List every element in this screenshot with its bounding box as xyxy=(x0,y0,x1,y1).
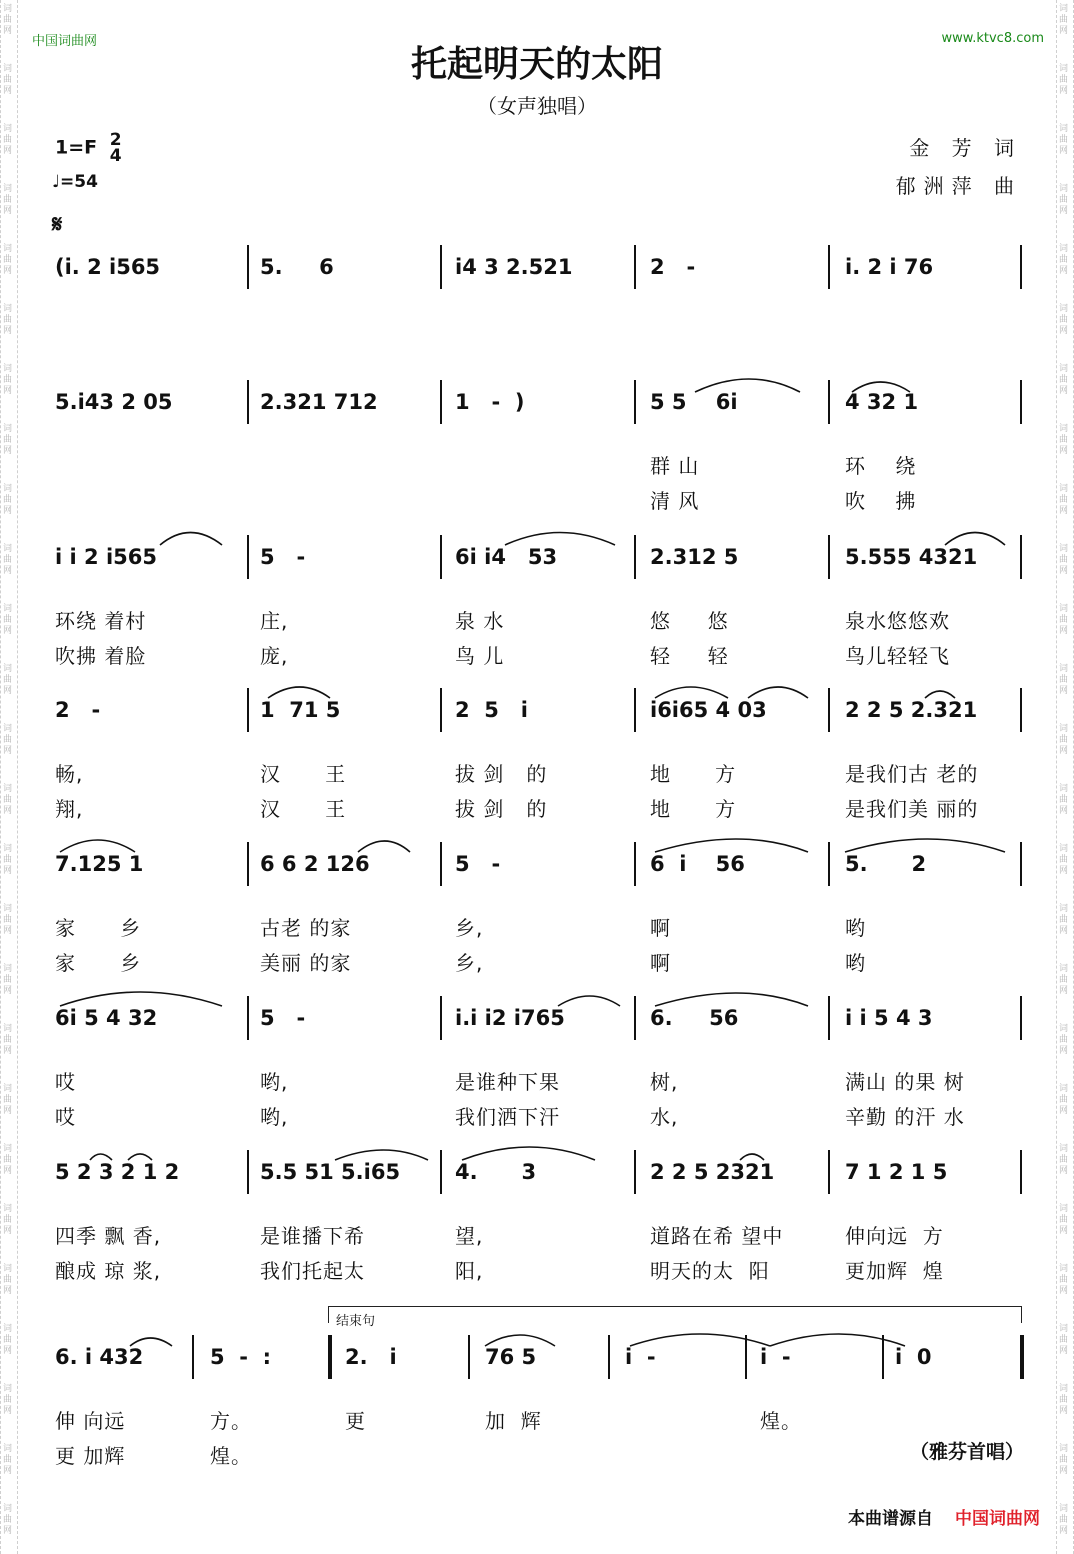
watermark-text: 词曲网 xyxy=(1059,484,1069,516)
watermark-text: 词曲网 xyxy=(3,1324,13,1356)
lyric-verse-2: 吹 拂 xyxy=(845,489,917,513)
lyric-verse-2: 酿成 琼 浆, xyxy=(55,1259,162,1283)
lyric-verse-1: 加 辉 xyxy=(485,1409,542,1433)
slur xyxy=(505,533,615,546)
measure-notes: 2 - xyxy=(55,698,101,722)
song-title: 托起明天的太阳 xyxy=(410,43,663,85)
watermark-text: 词曲网 xyxy=(3,664,13,696)
lyric-verse-2: 我们托起太 xyxy=(260,1259,365,1283)
slur xyxy=(60,840,135,852)
slur xyxy=(740,1154,764,1160)
lyric-verse-2: 煌。 xyxy=(210,1444,252,1468)
measure-notes: 1 71 5 xyxy=(260,698,341,722)
measure-notes: 2. i xyxy=(345,1345,397,1369)
watermark-text: 词曲网 xyxy=(1059,1024,1069,1056)
lyric-verse-1: 畅, xyxy=(55,762,84,786)
watermark-text: 词曲网 xyxy=(3,1024,13,1056)
watermark-text: 词曲网 xyxy=(3,364,13,396)
watermark-text: 词曲网 xyxy=(1059,1384,1069,1416)
measure-notes: 6. 56 xyxy=(650,1006,739,1030)
slur xyxy=(160,533,222,546)
lyric-verse-2: 更加辉 煌 xyxy=(845,1259,944,1283)
watermark-text: 词曲网 xyxy=(3,184,13,216)
measure-notes: i 0 xyxy=(895,1345,932,1369)
measure-notes: 7.125 1 xyxy=(55,852,144,876)
time-signature-top: 2 xyxy=(109,130,122,150)
slur xyxy=(655,687,728,698)
slur xyxy=(630,1334,770,1346)
measure-notes: 4 32 1 xyxy=(845,390,919,414)
lyric-verse-1: 家 乡 xyxy=(55,916,142,940)
watermark-text: 词曲网 xyxy=(1059,1204,1069,1236)
measure-notes: 5 - xyxy=(455,852,501,876)
footer-source xyxy=(848,1504,1040,1529)
footer-brand-link[interactable]: 中国词曲网 xyxy=(955,1509,1040,1529)
lyric-verse-1: 伸向远 方 xyxy=(845,1224,944,1248)
tempo-mark: ♩=54 xyxy=(52,172,98,192)
slur xyxy=(748,687,808,698)
lyric-verse-1: 古老 的家 xyxy=(260,916,352,940)
lyric-verse-1: 是我们古 老的 xyxy=(845,762,979,786)
watermark-text: 词曲网 xyxy=(3,904,13,936)
measure-notes: 7 1 2 1 5 xyxy=(845,1160,948,1184)
watermark-text: 词曲网 xyxy=(3,124,13,156)
measure-notes: 5 2 3 2 1 2 xyxy=(55,1160,180,1184)
slur xyxy=(558,996,620,1006)
lyric-verse-1: 煌。 xyxy=(760,1409,802,1433)
measure-notes: 5.i43 2 05 xyxy=(55,390,173,414)
measure-notes: i i 5 4 3 xyxy=(845,1006,933,1030)
lyric-verse-1: 方。 xyxy=(210,1409,252,1433)
slur xyxy=(695,379,800,392)
lyric-verse-1: 伸 向远 xyxy=(55,1409,126,1433)
watermark-text: 词曲网 xyxy=(1059,724,1069,756)
lyric-verse-1: 是谁播下希 xyxy=(260,1224,365,1248)
lyric-verse-2: 庞, xyxy=(260,644,289,668)
slur xyxy=(655,993,808,1006)
measure-notes: 6i i4 53 xyxy=(455,545,558,569)
watermark-text: 词曲网 xyxy=(1059,244,1069,276)
measure-notes: i - xyxy=(760,1345,791,1369)
measure-notes: 5.555 4321 xyxy=(845,545,978,569)
measure-notes: 5. 6 xyxy=(260,255,334,279)
ending-label: 结束句 xyxy=(336,1314,376,1329)
watermark-text: 词曲网 xyxy=(1059,964,1069,996)
lyric-verse-1: 环绕 着村 xyxy=(55,609,147,633)
measure-notes: 5.5 51 5.i65 xyxy=(260,1160,401,1184)
lyric-verse-1: 地 方 xyxy=(650,762,737,786)
watermark-text: 词曲网 xyxy=(1059,124,1069,156)
lyric-verse-2: 哟 xyxy=(845,951,866,975)
watermark-text: 词曲网 xyxy=(3,544,13,576)
lyric-verse-1: 树, xyxy=(650,1070,679,1094)
lyric-verse-2: 阳, xyxy=(455,1259,484,1283)
measure-notes: i4 3 2.521 xyxy=(455,255,573,279)
lyricist-credit: 金 芳 词 xyxy=(909,136,1022,160)
site-name-left[interactable]: 中国词曲网 xyxy=(32,34,98,49)
measure-notes: i. 2 i 76 xyxy=(845,255,934,279)
segno-sign: 𝄋 xyxy=(52,210,63,238)
watermark-text: 词曲网 xyxy=(1059,1324,1069,1356)
watermark-text: 词曲网 xyxy=(3,64,13,96)
lyric-verse-2: 清 风 xyxy=(650,489,700,513)
watermark-text: 词曲网 xyxy=(3,724,13,756)
slur xyxy=(770,1334,905,1346)
lyric-verse-1: 泉水悠悠欢 xyxy=(845,609,950,633)
measure-notes: 6. i 432 xyxy=(55,1345,144,1369)
measure-notes: 1 - ) xyxy=(455,390,525,414)
lyric-verse-2: 鸟儿轻轻飞 xyxy=(845,644,950,668)
watermark-text: 词曲网 xyxy=(1059,544,1069,576)
measure-notes: 76 5 xyxy=(485,1345,537,1369)
measure-notes: 2 2 5 2.321 xyxy=(845,698,978,722)
lyric-verse-2: 更 加辉 xyxy=(55,1444,126,1468)
lyric-verse-2: 啊 xyxy=(650,951,671,975)
lyric-verse-1: 道路在希 望中 xyxy=(650,1224,784,1248)
watermark-text: 词曲网 xyxy=(3,604,13,636)
lyric-verse-1: 汉 王 xyxy=(260,762,347,786)
site-url-right[interactable]: www.ktvc8.com xyxy=(941,31,1044,46)
slur xyxy=(845,839,1005,852)
measure-notes: i i 2 i565 xyxy=(55,545,157,569)
lyric-verse-1: 泉 水 xyxy=(455,609,505,633)
lyric-verse-1: 更 xyxy=(345,1409,366,1433)
measure-notes: 2 - xyxy=(650,255,696,279)
measure-notes: 2 2 5 2321 xyxy=(650,1160,775,1184)
lyric-verse-1: 是谁种下果 xyxy=(455,1070,560,1094)
watermark-text: 词曲网 xyxy=(3,4,13,36)
lyric-verse-1: 哟 xyxy=(845,916,866,940)
slur xyxy=(945,533,1005,546)
slur xyxy=(852,382,910,392)
watermark-text: 词曲网 xyxy=(1059,1084,1069,1116)
key-signature: 1=F 2 4 xyxy=(55,130,122,166)
watermark-text: 词曲网 xyxy=(1059,1444,1069,1476)
watermark-text: 词曲网 xyxy=(3,1264,13,1296)
lyric-verse-1: 四季 飘 香, xyxy=(55,1224,162,1248)
measure-notes: 5 - xyxy=(260,1006,306,1030)
lyric-verse-1: 悠 悠 xyxy=(650,609,729,633)
watermark-text: 词曲网 xyxy=(1059,4,1069,36)
watermark-text: 词曲网 xyxy=(3,244,13,276)
lyric-verse-1: 乡, xyxy=(455,916,484,940)
measure-notes: i6i65 4 03 xyxy=(650,698,767,722)
composer-credit: 郁洲萍 曲 xyxy=(895,174,1022,198)
lyric-verse-2: 美丽 的家 xyxy=(260,951,352,975)
watermark-text: 词曲网 xyxy=(3,784,13,816)
slur xyxy=(60,992,222,1006)
lyric-verse-2: 拔 剑 的 xyxy=(455,797,548,821)
slur xyxy=(90,1154,112,1160)
singer-note: （雅芬首唱） xyxy=(909,1441,1024,1463)
lyric-verse-1: 庄, xyxy=(260,609,289,633)
watermark-text: 词曲网 xyxy=(3,1144,13,1176)
watermark-text: 词曲网 xyxy=(1059,664,1069,696)
watermark-text: 词曲网 xyxy=(3,304,13,336)
slur xyxy=(655,839,808,852)
watermark-text: 词曲网 xyxy=(1059,364,1069,396)
lyric-verse-2: 我们洒下汗 xyxy=(455,1105,560,1129)
measure-notes: 2.312 5 xyxy=(650,545,739,569)
measure-notes: i - xyxy=(625,1345,656,1369)
measure-notes: 2.321 712 xyxy=(260,390,378,414)
slur xyxy=(462,1147,595,1160)
lyric-verse-2: 汉 王 xyxy=(260,797,347,821)
time-signature-bottom: 4 xyxy=(109,146,122,166)
watermark-text: 词曲网 xyxy=(1059,1504,1069,1536)
watermark-text: 词曲网 xyxy=(1059,1144,1069,1176)
measure-notes: (i. 2 i565 xyxy=(55,255,161,279)
watermark-text: 词曲网 xyxy=(1059,64,1069,96)
lyric-verse-1: 拔 剑 的 xyxy=(455,762,548,786)
song-subtitle: （女声独唱） xyxy=(477,94,597,118)
watermark-text: 词曲网 xyxy=(3,964,13,996)
watermark-text: 词曲网 xyxy=(1059,784,1069,816)
watermark-text: 词曲网 xyxy=(1059,304,1069,336)
watermark-text: 词曲网 xyxy=(3,1084,13,1116)
measure-notes: 2 5 i xyxy=(455,698,528,722)
lyric-verse-2: 轻 轻 xyxy=(650,644,729,668)
watermark-text: 词曲网 xyxy=(3,1444,13,1476)
lyric-verse-2: 乡, xyxy=(455,951,484,975)
lyric-verse-2: 是我们美 丽的 xyxy=(845,797,979,821)
lyric-verse-2: 翔, xyxy=(55,797,84,821)
measure-notes: 5 5 6i xyxy=(650,390,738,414)
watermark-text: 词曲网 xyxy=(1059,184,1069,216)
watermark-text: 词曲网 xyxy=(3,1204,13,1236)
measure-notes: 4. 3 xyxy=(455,1160,537,1184)
lyric-verse-2: 明天的太 阳 xyxy=(650,1259,770,1283)
lyric-verse-2: 地 方 xyxy=(650,797,737,821)
watermark-text: 词曲网 xyxy=(1059,604,1069,636)
slur xyxy=(128,1154,152,1160)
watermark-text: 词曲网 xyxy=(1059,904,1069,936)
lyric-verse-2: 哟, xyxy=(260,1105,289,1129)
lyric-verse-2: 水, xyxy=(650,1105,679,1129)
footer-prefix: 本曲谱源自 xyxy=(848,1509,933,1529)
slur xyxy=(268,687,330,698)
watermark-text: 词曲网 xyxy=(1059,424,1069,456)
measure-notes: 6i 5 4 32 xyxy=(55,1006,158,1030)
measure-notes: 5 - xyxy=(260,545,306,569)
watermark-text: 词曲网 xyxy=(3,1504,13,1536)
measure-notes: 6 6 2 126 xyxy=(260,852,370,876)
slur xyxy=(130,1338,172,1346)
watermark-text: 词曲网 xyxy=(3,844,13,876)
slur xyxy=(358,841,410,852)
lyric-verse-2: 哎 xyxy=(55,1105,76,1129)
slur xyxy=(335,1150,428,1160)
lyric-verse-1: 啊 xyxy=(650,916,671,940)
measure-notes: 6 i 56 xyxy=(650,852,745,876)
measure-notes: 5 - : xyxy=(210,1345,271,1369)
lyric-verse-1: 群 山 xyxy=(650,454,700,478)
lyric-verse-2: 辛勤 的汗 水 xyxy=(845,1105,965,1129)
watermark-text: 词曲网 xyxy=(3,484,13,516)
lyric-verse-1: 哎 xyxy=(55,1070,76,1094)
lyric-verse-2: 吹拂 着脸 xyxy=(55,644,147,668)
lyric-verse-1: 满山 的果 树 xyxy=(845,1070,965,1094)
lyric-verse-2: 鸟 儿 xyxy=(455,644,505,668)
measure-notes: 5. 2 xyxy=(845,852,927,876)
slur xyxy=(485,1335,555,1346)
watermark-text: 词曲网 xyxy=(3,1384,13,1416)
watermark-text: 词曲网 xyxy=(3,424,13,456)
lyric-verse-1: 哟, xyxy=(260,1070,289,1094)
measure-notes: i.i i2 i765 xyxy=(455,1006,565,1030)
watermark-text: 词曲网 xyxy=(1059,844,1069,876)
lyric-verse-1: 环 绕 xyxy=(845,454,917,478)
watermark-text: 词曲网 xyxy=(1059,1264,1069,1296)
lyric-verse-1: 望, xyxy=(455,1224,484,1248)
slur xyxy=(925,691,955,698)
lyric-verse-2: 家 乡 xyxy=(55,951,142,975)
